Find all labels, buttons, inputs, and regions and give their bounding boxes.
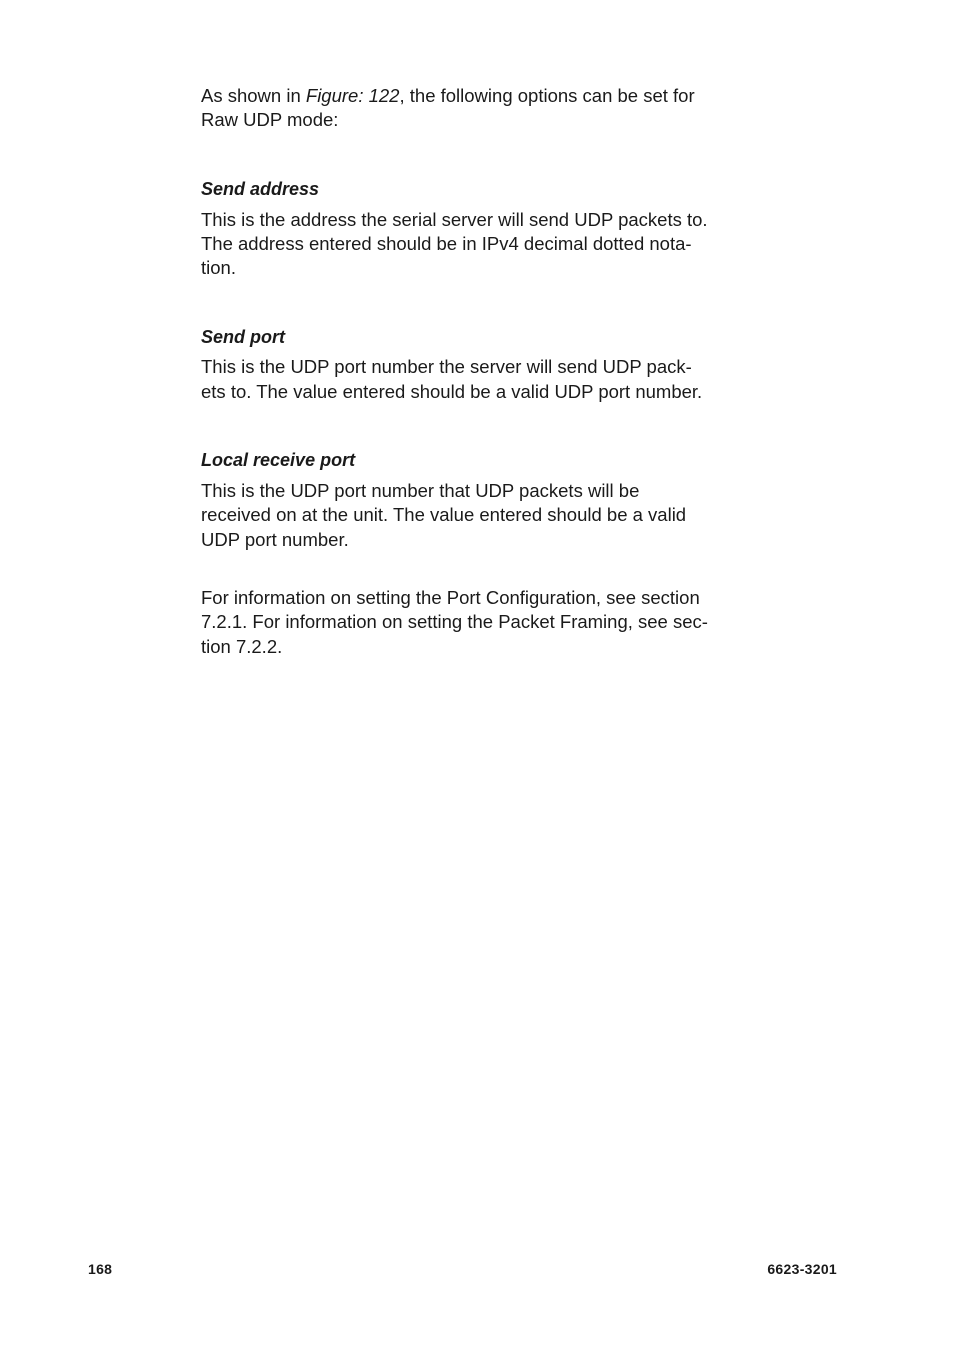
- intro-paragraph: [201, 84, 726, 133]
- page-number: 168: [88, 1261, 113, 1277]
- figure-reference: Figure: 122: [305, 85, 400, 106]
- local-receive-port-paragraph: [201, 479, 726, 552]
- send-address-heading: Send address: [201, 178, 320, 199]
- local-receive-port-line-1: This is the UDP port number that UDP packets will be: [201, 480, 640, 502]
- send-address-line-2: The address entered should be in IPv4 decimal dotted nota-: [201, 232, 692, 254]
- page-body: [201, 84, 726, 659]
- intro-text-after-ref: , the following options can be set for: [399, 85, 695, 106]
- document-number: 6623-3201: [767, 1261, 837, 1277]
- send-address-paragraph: [201, 208, 726, 281]
- intro-line-1: [201, 84, 726, 108]
- intro-text-before-ref: As shown in: [201, 85, 306, 106]
- local-receive-port-line-2: received on at the unit. The value entered should be a valid: [201, 504, 687, 526]
- closing-line-1: For information on setting the Port Configuration, see section: [201, 586, 700, 608]
- closing-line-2: 7.2.1. For information on setting the Packet Framing, see sec-: [201, 611, 708, 633]
- closing-line-3: tion 7.2.2.: [201, 635, 283, 657]
- send-address-line-3: tion.: [201, 257, 236, 279]
- send-address-line-1: This is the address the serial server will send UDP packets to.: [201, 208, 708, 230]
- send-port-paragraph: [201, 355, 726, 404]
- intro-line-2: Raw UDP mode:: [201, 109, 339, 131]
- closing-paragraph: [201, 586, 726, 659]
- local-receive-port-heading: Local receive port: [201, 450, 356, 471]
- send-port-line-2: ets to. The value entered should be a valid UDP port number.: [201, 380, 703, 402]
- local-receive-port-line-3: UDP port number.: [201, 528, 349, 550]
- send-port-line-1: This is the UDP port number the server will send UDP pack-: [201, 356, 692, 378]
- send-port-heading: Send port: [201, 327, 285, 348]
